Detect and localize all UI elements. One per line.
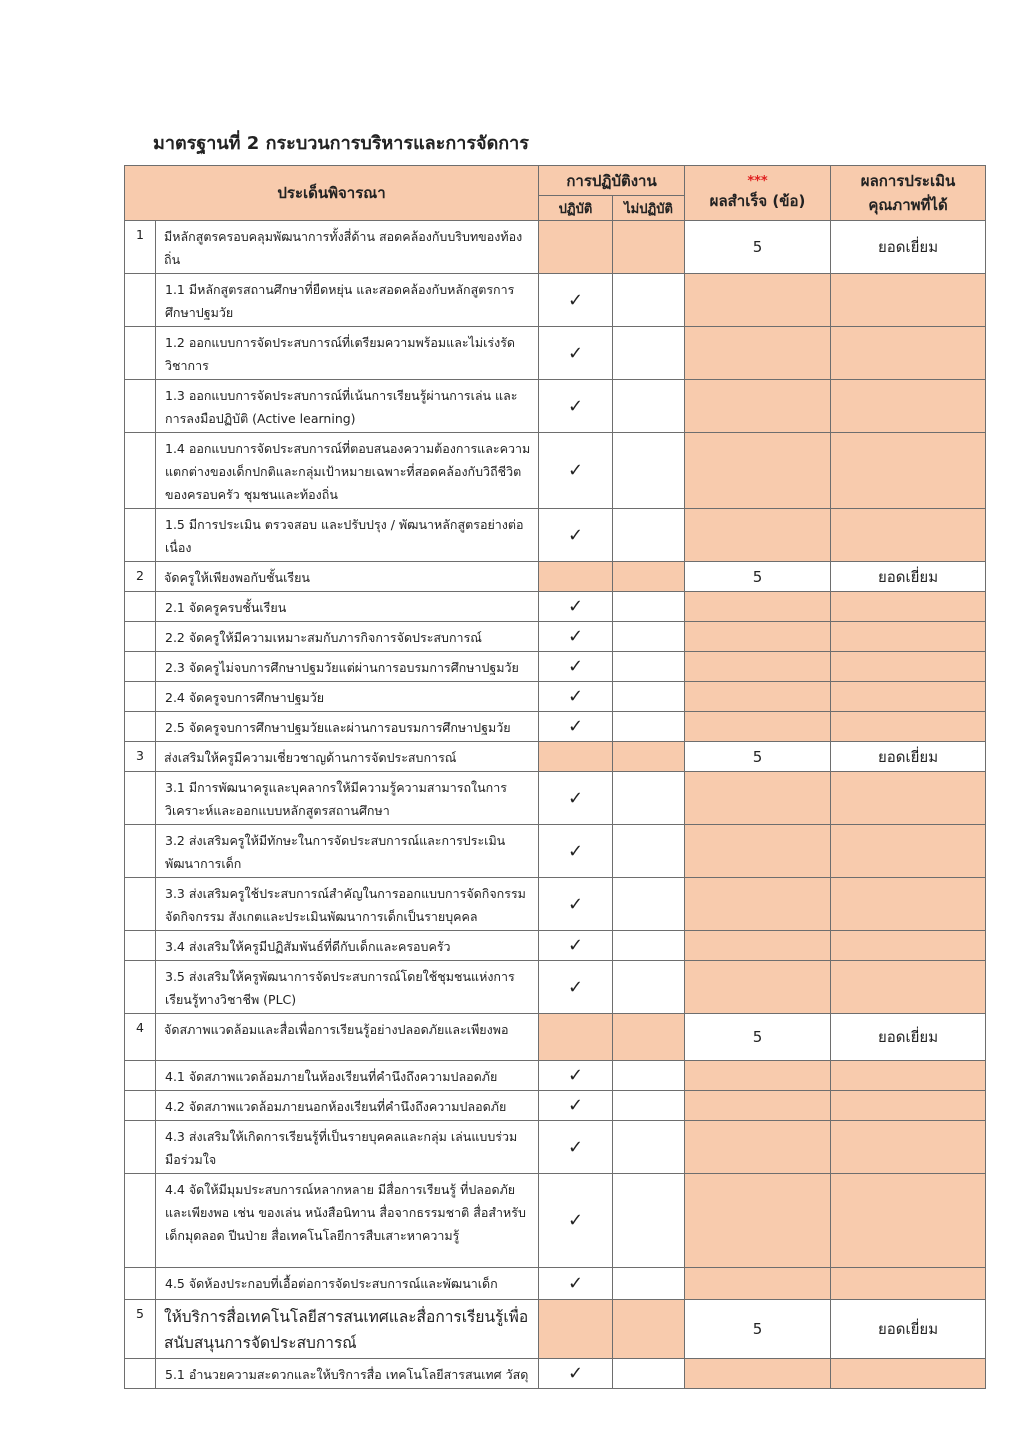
criteria-text: 4.5 จัดห้องประกอบที่เอื้อต่อการจัดประสบการณ์และพัฒนาเด็ก [156, 1268, 539, 1300]
row-number-empty [125, 1091, 156, 1121]
score-cell-empty [685, 433, 831, 509]
section-result: ยอดเยี่ยม [831, 742, 986, 772]
section-number: 5 [125, 1300, 156, 1359]
score-cell-empty [685, 1268, 831, 1300]
criteria-text: 1.3 ออกแบบการจัดประสบการณ์ที่เน้นการเรียนรู้ผ่านการเล่น และการลงมือปฏิบัติ (Active learning) [156, 380, 539, 433]
check-mark-icon: ✓ [539, 1359, 613, 1389]
score-cell-empty [685, 1121, 831, 1174]
check-mark-icon: ✓ [539, 274, 613, 327]
row-number-empty [125, 1268, 156, 1300]
section-text: ส่งเสริมให้ครูมีความเชี่ยวชาญด้านการจัดประสบการณ์ [156, 742, 539, 772]
not-done-cell [613, 380, 685, 433]
result-cell-empty [831, 622, 986, 652]
not-done-cell [613, 592, 685, 622]
check-mark-icon: ✓ [539, 327, 613, 380]
not-done-cell [613, 562, 685, 592]
result-cell-empty [831, 931, 986, 961]
criteria-text: 3.4 ส่งเสริมให้ครูมีปฏิสัมพันธ์ที่ดีกับเด็กและครอบครัว [156, 931, 539, 961]
result-cell-empty [831, 1268, 986, 1300]
result-cell-empty [831, 327, 986, 380]
result-cell-empty [831, 1061, 986, 1091]
result-cell-empty [831, 682, 986, 712]
header-result-line2: คุณภาพที่ได้ [868, 196, 948, 214]
not-done-cell [613, 509, 685, 562]
section-row [125, 742, 986, 772]
criteria-row [125, 878, 986, 931]
score-cell-empty [685, 622, 831, 652]
criteria-row [125, 380, 986, 433]
header-stars: *** [747, 173, 768, 189]
not-done-cell [613, 1300, 685, 1359]
row-number-empty [125, 1061, 156, 1091]
check-mark-icon: ✓ [539, 380, 613, 433]
not-done-cell [613, 1014, 685, 1061]
section-score: 5 [685, 221, 831, 274]
not-done-cell [613, 327, 685, 380]
criteria-text: 3.5 ส่งเสริมให้ครูพัฒนาการจัดประสบการณ์โดยใช้ชุมชนแห่งการเรียนรู้ทางวิชาชีพ (PLC) [156, 961, 539, 1014]
criteria-row [125, 652, 986, 682]
score-cell-empty [685, 652, 831, 682]
criteria-text: 4.3 ส่งเสริมให้เกิดการเรียนรู้ที่เป็นรายบุคคลและกลุ่ม เล่นแบบร่วมมือร่วมใจ [156, 1121, 539, 1174]
row-number-empty [125, 509, 156, 562]
not-done-cell [613, 622, 685, 652]
not-done-cell [613, 682, 685, 712]
criteria-row [125, 1091, 986, 1121]
criteria-text: 2.4 จัดครูจบการศึกษาปฐมวัย [156, 682, 539, 712]
done-cell [539, 221, 613, 274]
criteria-row [125, 1268, 986, 1300]
criteria-row [125, 509, 986, 562]
not-done-cell [613, 1268, 685, 1300]
score-cell-empty [685, 712, 831, 742]
check-mark-icon: ✓ [539, 682, 613, 712]
criteria-text: 2.2 จัดครูให้มีความเหมาะสมกับภารกิจการจัดประสบการณ์ [156, 622, 539, 652]
header-score-column [685, 166, 831, 221]
section-score: 5 [685, 742, 831, 772]
check-mark-icon: ✓ [539, 825, 613, 878]
check-mark-icon: ✓ [539, 772, 613, 825]
check-mark-icon: ✓ [539, 878, 613, 931]
criteria-text: 1.5 มีการประเมิน ตรวจสอบ และปรับปรุง / พัฒนาหลักสูตรอย่างต่อเนื่อง [156, 509, 539, 562]
row-number-empty [125, 592, 156, 622]
criteria-row [125, 433, 986, 509]
section-result: ยอดเยี่ยม [831, 1300, 986, 1359]
result-cell-empty [831, 772, 986, 825]
criteria-text: 4.4 จัดให้มีมุมประสบการณ์หลากหลาย มีสื่อการเรียนรู้ ที่ปลอดภัยและเพียงพอ เช่น ของเล่น หนังสือนิทาน สื่อจากธรรมชาติ สื่อสำหรับเด็กมุดลอด ปีนป่าย สื่อเทคโนโลยีการสืบเสาะหาความรู้ [156, 1174, 539, 1268]
check-mark-icon: ✓ [539, 1061, 613, 1091]
result-cell-empty [831, 380, 986, 433]
check-mark-icon: ✓ [539, 712, 613, 742]
score-cell-empty [685, 380, 831, 433]
score-cell-empty [685, 772, 831, 825]
not-done-cell [613, 742, 685, 772]
result-cell-empty [831, 1091, 986, 1121]
section-result: ยอดเยี่ยม [831, 562, 986, 592]
section-score: 5 [685, 1014, 831, 1061]
row-number-empty [125, 772, 156, 825]
not-done-cell [613, 1174, 685, 1268]
score-cell-empty [685, 825, 831, 878]
header-item-column: ประเด็นพิจารณา [125, 166, 539, 221]
not-done-cell [613, 221, 685, 274]
score-cell-empty [685, 327, 831, 380]
score-cell-empty [685, 1061, 831, 1091]
not-done-cell [613, 712, 685, 742]
criteria-text: 3.3 ส่งเสริมครูใช้ประสบการณ์สำคัญในการออกแบบการจัดกิจกรรม จัดกิจกรรม สังเกตและประเมินพัฒนาการเด็กเป็นรายบุคคล [156, 878, 539, 931]
not-done-cell [613, 1061, 685, 1091]
section-row [125, 221, 986, 274]
row-number-empty [125, 1174, 156, 1268]
result-cell-empty [831, 509, 986, 562]
result-cell-empty [831, 1359, 986, 1389]
section-row [125, 562, 986, 592]
criteria-row [125, 1121, 986, 1174]
result-cell-empty [831, 961, 986, 1014]
row-number-empty [125, 652, 156, 682]
not-done-cell [613, 1091, 685, 1121]
score-cell-empty [685, 1174, 831, 1268]
header-score-label: ผลสำเร็จ (ข้อ) [709, 191, 806, 210]
criteria-text: 2.3 จัดครูไม่จบการศึกษาปฐมวัยแต่ผ่านการอบรมการศึกษาปฐมวัย [156, 652, 539, 682]
result-cell-empty [831, 1174, 986, 1268]
result-cell-empty [831, 433, 986, 509]
header-done-column: ปฏิบัติ [539, 196, 613, 221]
section-score: 5 [685, 562, 831, 592]
section-score: 5 [685, 1300, 831, 1359]
table-body [125, 221, 986, 1389]
row-number-empty [125, 825, 156, 878]
section-number: 3 [125, 742, 156, 772]
criteria-text: 4.2 จัดสภาพแวดล้อมภายนอกห้องเรียนที่คำนึงถึงความปลอดภัย [156, 1091, 539, 1121]
criteria-row [125, 1061, 986, 1091]
not-done-cell [613, 652, 685, 682]
not-done-cell [613, 961, 685, 1014]
check-mark-icon: ✓ [539, 1268, 613, 1300]
not-done-cell [613, 878, 685, 931]
criteria-text: 4.1 จัดสภาพแวดล้อมภายในห้องเรียนที่คำนึงถึงความปลอดภัย [156, 1061, 539, 1091]
done-cell [539, 1300, 613, 1359]
criteria-text: 1.4 ออกแบบการจัดประสบการณ์ที่ตอบสนองความต้องการและความแตกต่างของเด็กปกติและกลุ่มเป้าหมายเฉพาะที่สอดคล้องกับวิถีชีวิตของครอบครัว ชุมชนและท้องถิ่น [156, 433, 539, 509]
result-cell-empty [831, 878, 986, 931]
criteria-text: 3.1 มีการพัฒนาครูและบุคลากรให้มีความรู้ความสามารถในการวิเคราะห์และออกแบบหลักสูตรสถานศึกษา [156, 772, 539, 825]
not-done-cell [613, 1359, 685, 1389]
criteria-row [125, 1359, 986, 1389]
row-number-empty [125, 931, 156, 961]
section-row [125, 1014, 986, 1061]
criteria-row [125, 622, 986, 652]
check-mark-icon: ✓ [539, 622, 613, 652]
result-cell-empty [831, 712, 986, 742]
row-number-empty [125, 682, 156, 712]
not-done-cell [613, 1121, 685, 1174]
row-number-empty [125, 433, 156, 509]
criteria-row [125, 1174, 986, 1268]
check-mark-icon: ✓ [539, 1121, 613, 1174]
criteria-text: 1.1 มีหลักสูตรสถานศึกษาที่ยืดหยุ่น และสอดคล้องกับหลักสูตรการศึกษาปฐมวัย [156, 274, 539, 327]
criteria-text: 5.1 อำนวยความสะดวกและให้บริการสื่อ เทคโนโลยีสารสนเทศ วัสดุ [156, 1359, 539, 1389]
result-cell-empty [831, 274, 986, 327]
row-number-empty [125, 622, 156, 652]
row-number-empty [125, 878, 156, 931]
section-row [125, 1300, 986, 1359]
check-mark-icon: ✓ [539, 961, 613, 1014]
not-done-cell [613, 825, 685, 878]
check-mark-icon: ✓ [539, 592, 613, 622]
result-cell-empty [831, 592, 986, 622]
row-number-empty [125, 380, 156, 433]
score-cell-empty [685, 931, 831, 961]
section-number: 4 [125, 1014, 156, 1061]
score-cell-empty [685, 878, 831, 931]
criteria-row [125, 592, 986, 622]
criteria-text: 2.1 จัดครูครบชั้นเรียน [156, 592, 539, 622]
header-not-done-column: ไม่ปฏิบัติ [613, 196, 685, 221]
check-mark-icon: ✓ [539, 509, 613, 562]
section-result: ยอดเยี่ยม [831, 1014, 986, 1061]
section-number: 2 [125, 562, 156, 592]
criteria-row [125, 274, 986, 327]
criteria-text: 2.5 จัดครูจบการศึกษาปฐมวัยและผ่านการอบรมการศึกษาปฐมวัย [156, 712, 539, 742]
row-number-empty [125, 961, 156, 1014]
check-mark-icon: ✓ [539, 1091, 613, 1121]
result-cell-empty [831, 1121, 986, 1174]
check-mark-icon: ✓ [539, 433, 613, 509]
section-text: จัดสภาพแวดล้อมและสื่อเพื่อการเรียนรู้อย่างปลอดภัยและเพียงพอ [156, 1014, 539, 1061]
criteria-row [125, 772, 986, 825]
score-cell-empty [685, 1359, 831, 1389]
score-cell-empty [685, 592, 831, 622]
not-done-cell [613, 772, 685, 825]
score-cell-empty [685, 274, 831, 327]
row-number-empty [125, 327, 156, 380]
row-number-empty [125, 1121, 156, 1174]
criteria-text: 3.2 ส่งเสริมครูให้มีทักษะในการจัดประสบการณ์และการประเมินพัฒนาการเด็ก [156, 825, 539, 878]
header-result-column [831, 166, 986, 221]
section-text: มีหลักสูตรครอบคลุมพัฒนาการทั้งสี่ด้าน สอดคล้องกับบริบทของท้องถิ่น [156, 221, 539, 274]
criteria-text: 1.2 ออกแบบการจัดประสบการณ์ที่เตรียมความพร้อมและไม่เร่งรัดวิชาการ [156, 327, 539, 380]
criteria-row [125, 825, 986, 878]
not-done-cell [613, 274, 685, 327]
row-number-empty [125, 1359, 156, 1389]
result-cell-empty [831, 652, 986, 682]
section-text: จัดครูให้เพียงพอกับชั้นเรียน [156, 562, 539, 592]
page-title: มาตรฐานที่ 2 กระบวนการบริหารและการจัดการ [153, 133, 529, 154]
done-cell [539, 1014, 613, 1061]
score-cell-empty [685, 682, 831, 712]
done-cell [539, 562, 613, 592]
score-cell-empty [685, 509, 831, 562]
check-mark-icon: ✓ [539, 931, 613, 961]
criteria-row [125, 961, 986, 1014]
assessment-table [124, 165, 986, 1389]
header-result-line1: ผลการประเมิน [860, 172, 956, 190]
header-practice-column: การปฏิบัติงาน [539, 166, 685, 196]
criteria-row [125, 682, 986, 712]
check-mark-icon: ✓ [539, 652, 613, 682]
score-cell-empty [685, 1091, 831, 1121]
criteria-row [125, 327, 986, 380]
not-done-cell [613, 931, 685, 961]
criteria-row [125, 931, 986, 961]
not-done-cell [613, 433, 685, 509]
criteria-row [125, 712, 986, 742]
check-mark-icon: ✓ [539, 1174, 613, 1268]
section-result: ยอดเยี่ยม [831, 221, 986, 274]
score-cell-empty [685, 961, 831, 1014]
section-text: ให้บริการสื่อเทคโนโลยีสารสนเทศและสื่อการเรียนรู้เพื่อสนับสนุนการจัดประสบการณ์ [156, 1300, 539, 1359]
row-number-empty [125, 712, 156, 742]
section-number: 1 [125, 221, 156, 274]
row-number-empty [125, 274, 156, 327]
result-cell-empty [831, 825, 986, 878]
done-cell [539, 742, 613, 772]
